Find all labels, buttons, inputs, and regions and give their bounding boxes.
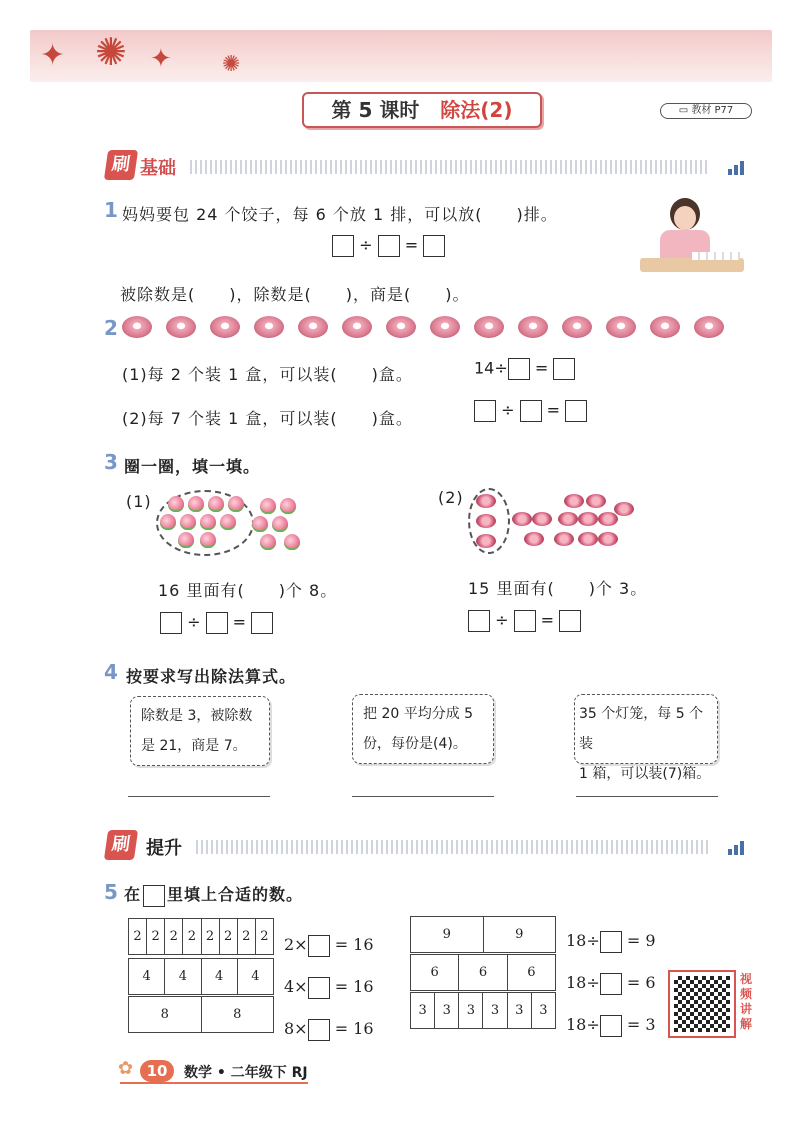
question-number: 4 [104, 660, 118, 684]
answer-box[interactable] [423, 235, 445, 257]
part-label: (1) [126, 492, 152, 511]
answer-box[interactable] [600, 1015, 622, 1037]
section-divider [196, 840, 710, 854]
grid-cell: 2 [219, 919, 237, 955]
question-1-parts: 被除数是( )，除数是( )，商是( )。 [120, 285, 470, 304]
answer-box[interactable] [308, 935, 330, 957]
grid-8s [128, 996, 274, 1033]
footer-flower-icon: ✿ [118, 1058, 134, 1079]
answer-box[interactable] [160, 612, 182, 634]
question-2-sub2: (2)每 7 个装 1 盒，可以装( )盒。 [122, 409, 413, 428]
peach [228, 496, 244, 512]
grid-cell: 4 [129, 959, 165, 995]
equation-row [566, 962, 656, 1004]
equation-q1 [332, 235, 445, 257]
grid-cell: 2 [237, 919, 255, 955]
peach [252, 516, 268, 532]
ladybug [578, 512, 598, 526]
grid-cell: 8 [129, 997, 202, 1033]
footer-book-title: 数学 • 二年级下 RJ [184, 1065, 308, 1081]
condition-card [574, 694, 718, 782]
example-box [143, 885, 165, 907]
grid-9s [410, 916, 556, 953]
donut [650, 316, 680, 338]
grid-cell: 2 [147, 919, 165, 955]
equations-grid2 [566, 920, 656, 1046]
donut [122, 316, 152, 338]
donut [694, 316, 724, 338]
answer-box[interactable] [251, 612, 273, 634]
grid-3s [410, 992, 556, 1029]
peach-group [160, 494, 310, 554]
answer-box[interactable] [308, 1019, 330, 1041]
equals-sign: = [404, 235, 419, 255]
peach [160, 514, 176, 530]
donut [254, 316, 284, 338]
ladybug [532, 512, 552, 526]
lesson-number: 第 5 课时 [331, 98, 420, 122]
maple-leaf-icon: ✦ [40, 38, 66, 73]
equation-row [566, 1004, 656, 1046]
peach [220, 514, 236, 530]
donut [166, 316, 196, 338]
lesson-topic: 除法 [440, 98, 481, 122]
ladybug [554, 532, 574, 546]
equation-prefix: 18÷ [566, 1015, 600, 1034]
equation-q2-2: ÷ = [474, 400, 587, 422]
grid-cell: 2 [201, 919, 219, 955]
lesson-topic-number: (2) [480, 98, 513, 122]
question-5-text [124, 882, 303, 907]
question-5-post: 里填上合适的数。 [167, 885, 304, 904]
equation-prefix: 14÷ [474, 358, 508, 378]
grid-cell: 2 [129, 919, 147, 955]
equation-result: = 16 [334, 935, 374, 954]
ladybug [476, 514, 496, 528]
answer-box[interactable] [308, 977, 330, 999]
footer-underline [120, 1082, 308, 1084]
question-5-pre: 在 [124, 885, 142, 904]
answer-box[interactable] [520, 400, 542, 422]
peach [284, 534, 300, 550]
ladybug-group [474, 492, 644, 552]
equation-prefix: 4× [284, 977, 308, 996]
equation-row [566, 920, 656, 962]
question-1-text: 妈妈要包 24 个饺子，每 6 个放 1 排，可以放( )排。 [122, 205, 558, 224]
grid-2s [128, 918, 274, 955]
card-line: 是 21，商是 7。 [141, 738, 247, 754]
answer-box[interactable] [559, 610, 581, 632]
grid-4s [128, 958, 274, 995]
signal-bars-icon [728, 836, 746, 855]
question-3-part2: 15 里面有( )个 3。 [468, 579, 648, 598]
grid-cell: 2 [255, 919, 273, 955]
card-line: 把 20 平均分成 5 [363, 706, 474, 722]
question-2-sub1: (1)每 2 个装 1 盒，可以装( )盒。 [122, 365, 413, 384]
grid-cell: 9 [483, 917, 556, 953]
equation-row [284, 924, 374, 966]
equation-result: = 3 [626, 1015, 656, 1034]
section-title-advanced: 提升 [146, 838, 182, 859]
answer-box[interactable] [468, 610, 490, 632]
equation-result: = 16 [334, 1019, 374, 1038]
equation-row [284, 966, 374, 1008]
grid-cell: 9 [411, 917, 484, 953]
equation-result: = 16 [334, 977, 374, 996]
question-number: 3 [104, 450, 118, 474]
donut [342, 316, 372, 338]
grid-cell: 6 [411, 955, 459, 991]
grid-cell: 3 [483, 993, 507, 1029]
answer-box[interactable] [332, 235, 354, 257]
equation-result: = 9 [626, 931, 656, 950]
equation-result: = 6 [626, 973, 656, 992]
answer-box[interactable] [378, 235, 400, 257]
donut [210, 316, 240, 338]
peach [200, 514, 216, 530]
donut [430, 316, 460, 338]
peach [168, 496, 184, 512]
answer-box[interactable] [565, 400, 587, 422]
answer-line[interactable] [352, 796, 494, 797]
peach [260, 498, 276, 514]
donut [606, 316, 636, 338]
card-line: 份，每份是(4)。 [363, 736, 467, 752]
grid-cell: 3 [435, 993, 459, 1029]
answer-box[interactable] [600, 973, 622, 995]
equation-prefix: 2× [284, 935, 308, 954]
donut [562, 316, 592, 338]
grid-cell: 2 [183, 919, 201, 955]
grid-cell: 4 [237, 959, 273, 995]
section-divider [190, 160, 710, 174]
video-explain-label[interactable]: 视频讲解 [740, 972, 753, 1031]
equations-grid1 [284, 924, 374, 1050]
question-3-text: 圈一圈，填一填。 [124, 457, 261, 476]
grid-cell: 4 [165, 959, 201, 995]
grid-cell: 3 [459, 993, 483, 1029]
ladybug [524, 532, 544, 546]
answer-box[interactable] [600, 931, 622, 953]
section-badge: 刷 [104, 830, 138, 860]
peach [188, 496, 204, 512]
grid-cell: 3 [411, 993, 435, 1029]
peach [272, 516, 288, 532]
page-reference[interactable]: ▭ 教材 P77 [660, 103, 752, 119]
donut [518, 316, 548, 338]
answer-box[interactable] [514, 610, 536, 632]
ladybug [476, 534, 496, 548]
grid-cell: 6 [459, 955, 507, 991]
equation-prefix: 18÷ [566, 931, 600, 950]
answer-line[interactable] [128, 796, 270, 797]
grid-cell: 3 [507, 993, 531, 1029]
card-line: 1 箱，可以装(7)箱。 [579, 766, 711, 782]
answer-box[interactable] [553, 358, 575, 380]
ladybug [598, 512, 618, 526]
part-label: (2) [438, 488, 464, 507]
page-number: 10 [140, 1060, 174, 1082]
ladybug [558, 512, 578, 526]
grid-6s [410, 954, 556, 991]
grid-cell: 2 [165, 919, 183, 955]
question-number: 1 [104, 198, 118, 222]
condition-card [352, 694, 494, 764]
grid-cell: 6 [507, 955, 555, 991]
peach [178, 532, 194, 548]
peach [208, 496, 224, 512]
ladybug [598, 532, 618, 546]
equation-prefix: 18÷ [566, 973, 600, 992]
ladybug [578, 532, 598, 546]
grid-cell: 4 [201, 959, 237, 995]
question-4-text: 按要求写出除法算式。 [126, 667, 297, 686]
peach [200, 532, 216, 548]
maple-leaf-icon: ✦ [150, 44, 172, 74]
ladybug [614, 502, 634, 516]
question-number: 2 [104, 316, 118, 340]
donut [386, 316, 416, 338]
answer-line[interactable] [576, 796, 718, 797]
section-title-basic: 基础 [140, 158, 176, 179]
maple-leaf-icon: ✺ [222, 52, 241, 77]
equation-prefix: 8× [284, 1019, 308, 1038]
peach [280, 498, 296, 514]
ladybug [476, 494, 496, 508]
donut [298, 316, 328, 338]
signal-bars-icon [728, 156, 746, 175]
ladybug [586, 494, 606, 508]
card-line: 除数是 3，被除数 [141, 708, 253, 724]
equation-q2-1: 14÷ = [474, 358, 575, 380]
lesson-title [302, 92, 542, 128]
equation-q3-2: ÷ = [468, 610, 581, 632]
maple-leaf-icon: ✺ [95, 30, 127, 74]
ladybug [512, 512, 532, 526]
grid-cell: 8 [201, 997, 274, 1033]
answer-box[interactable] [474, 400, 496, 422]
question-3-part1: 16 里面有( )个 8。 [158, 581, 338, 600]
donut-row [122, 316, 732, 340]
section-badge: 刷 [104, 150, 138, 180]
grid-cell: 3 [531, 993, 555, 1029]
condition-card [130, 696, 270, 766]
qr-code[interactable] [670, 972, 734, 1036]
peach [180, 514, 196, 530]
question-number: 5 [104, 880, 118, 904]
equation-row [284, 1008, 374, 1050]
woman-cooking-illustration [640, 192, 744, 282]
ladybug [564, 494, 584, 508]
answer-box[interactable] [206, 612, 228, 634]
divide-sign: ÷ [359, 235, 373, 255]
answer-box[interactable] [508, 358, 530, 380]
page-reference-number: P77 [714, 105, 734, 116]
peach [260, 534, 276, 550]
equation-q3-1: ÷ = [160, 612, 273, 634]
card-line: 35 个灯笼，每 5 个装 [579, 706, 704, 752]
donut [474, 316, 504, 338]
top-banner [30, 30, 772, 82]
